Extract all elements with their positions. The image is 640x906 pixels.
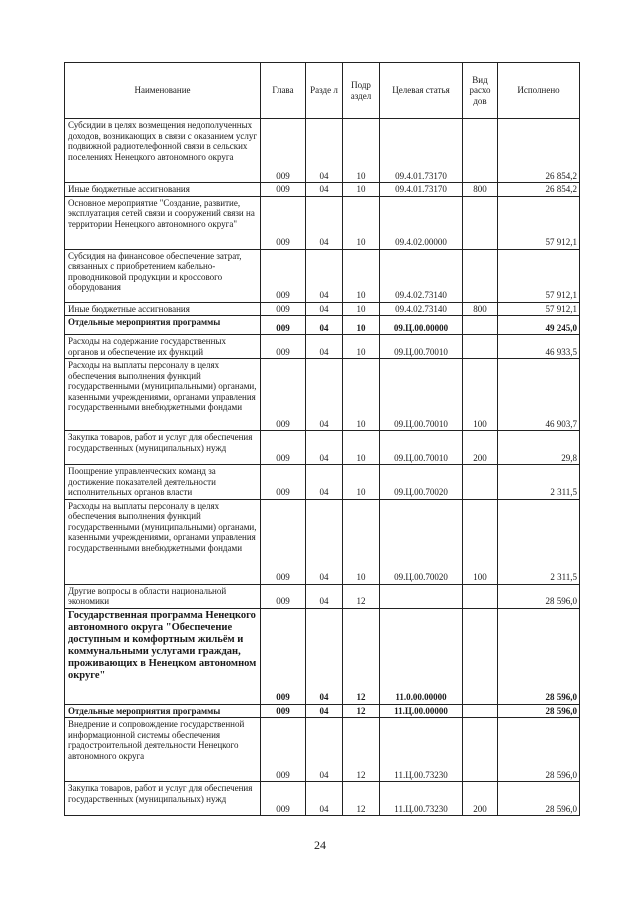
table-row: [65, 584, 580, 608]
row-podrazdel: 10: [343, 196, 380, 249]
row-razdel: 04: [306, 196, 343, 249]
row-razdel: 04: [306, 431, 343, 465]
row-vid: [463, 196, 498, 249]
row-vid: [463, 465, 498, 500]
row-statya: 09.Ц.00.70010: [380, 335, 463, 359]
row-vid: 100: [463, 499, 498, 584]
table-row: [65, 718, 580, 782]
row-name: Иные бюджетные ассигнования: [65, 302, 261, 316]
row-glava: 009: [261, 316, 306, 335]
row-name: Расходы на содержание государственных органов и обеспечение их функций: [65, 335, 261, 359]
row-statya: [380, 584, 463, 608]
table-row: [65, 704, 580, 718]
row-ispolneno: 57 912,1: [498, 302, 580, 316]
row-razdel: 04: [306, 718, 343, 782]
row-razdel: 04: [306, 119, 343, 183]
header-statya: Целевая статья: [380, 63, 463, 119]
row-vid: [463, 704, 498, 718]
row-podrazdel: 10: [343, 119, 380, 183]
row-glava: 009: [261, 608, 306, 704]
row-name: Поощрение управленческих команд за достижение показателей деятельности исполнительных органов власти: [65, 465, 261, 500]
table-body: [65, 119, 580, 816]
row-podrazdel: 12: [343, 782, 380, 816]
table-row: [65, 499, 580, 584]
row-razdel: 04: [306, 316, 343, 335]
row-name: Закупка товаров, работ и услуг для обеспечения государственных (муниципальных) нужд: [65, 431, 261, 465]
table-row: [65, 431, 580, 465]
row-ispolneno: 57 912,1: [498, 249, 580, 302]
row-razdel: 04: [306, 782, 343, 816]
row-ispolneno: 57 912,1: [498, 196, 580, 249]
row-statya: 11.Ц.00.00000: [380, 704, 463, 718]
row-razdel: 04: [306, 359, 343, 431]
row-ispolneno: 2 311,5: [498, 499, 580, 584]
row-razdel: 04: [306, 335, 343, 359]
row-razdel: 04: [306, 608, 343, 704]
row-name: Основное мероприятие "Создание, развитие, эксплуатация сетей связи и сооружений связи на территории Ненецкого автономного округа": [65, 196, 261, 249]
row-podrazdel: 12: [343, 608, 380, 704]
table-row: [65, 183, 580, 197]
row-razdel: 04: [306, 249, 343, 302]
row-podrazdel: 10: [343, 359, 380, 431]
table-row: [65, 196, 580, 249]
row-vid: 100: [463, 359, 498, 431]
row-podrazdel: 10: [343, 302, 380, 316]
row-name: Закупка товаров, работ и услуг для обеспечения государственных (муниципальных) нужд: [65, 782, 261, 816]
header-row: [65, 63, 580, 119]
table-row: [65, 359, 580, 431]
row-name: Субсидии в целях возмещения недополученных доходов, возникающих в связи с оказанием услуг подвижной радиотелефонной связи в сельских поселениях Ненецкого автономного округа: [65, 119, 261, 183]
header-razdel: Разде л: [306, 63, 343, 119]
row-ispolneno: 2 311,5: [498, 465, 580, 500]
table-row: [65, 302, 580, 316]
row-name: Другие вопросы в области национальной экономики: [65, 584, 261, 608]
row-razdel: 04: [306, 183, 343, 197]
row-vid: [463, 718, 498, 782]
row-vid: 800: [463, 183, 498, 197]
row-ispolneno: 46 933,5: [498, 335, 580, 359]
row-glava: 009: [261, 335, 306, 359]
row-podrazdel: 10: [343, 249, 380, 302]
row-razdel: 04: [306, 499, 343, 584]
table-row: [65, 249, 580, 302]
row-podrazdel: 10: [343, 316, 380, 335]
row-razdel: 04: [306, 584, 343, 608]
row-ispolneno: 29,8: [498, 431, 580, 465]
row-name: Субсидия на финансовое обеспечение затрат, связанных с приобретением кабельно-проводниковой продукции и кроссового оборудования: [65, 249, 261, 302]
row-statya: 09.Ц.00.70010: [380, 431, 463, 465]
row-statya: 09.4.01.73170: [380, 119, 463, 183]
row-statya: 11.0.00.00000: [380, 608, 463, 704]
row-glava: 009: [261, 499, 306, 584]
header-glava: Глава: [261, 63, 306, 119]
row-statya: 09.Ц.00.70020: [380, 465, 463, 500]
page-number: 24: [314, 838, 326, 852]
row-statya: 09.4.01.73170: [380, 183, 463, 197]
row-glava: 009: [261, 249, 306, 302]
budget-table: [64, 62, 580, 816]
row-vid: [463, 335, 498, 359]
header-vid: Вид расхо дов: [463, 63, 498, 119]
row-vid: [463, 249, 498, 302]
row-statya: 09.4.02.73140: [380, 249, 463, 302]
row-podrazdel: 10: [343, 465, 380, 500]
row-statya: 09.4.02.00000: [380, 196, 463, 249]
row-name: Расходы на выплаты персоналу в целях обеспечения выполнения функций государственными (муниципальными) органами, казенными учреждениями, органами управления государственными внебюджетными фондами: [65, 499, 261, 584]
row-name: Внедрение и сопровождение государственной информационной системы обеспечения градостроительной деятельности Ненецкого автономного округа: [65, 718, 261, 782]
row-ispolneno: 28 596,0: [498, 718, 580, 782]
row-glava: 009: [261, 465, 306, 500]
row-glava: 009: [261, 584, 306, 608]
row-statya: 09.Ц.00.70020: [380, 499, 463, 584]
document-page: [64, 62, 579, 816]
row-vid: [463, 584, 498, 608]
row-razdel: 04: [306, 704, 343, 718]
row-glava: 009: [261, 183, 306, 197]
row-name: Отдельные мероприятия программы: [65, 704, 261, 718]
row-ispolneno: 26 854,2: [498, 119, 580, 183]
row-podrazdel: 10: [343, 335, 380, 359]
table-row: [65, 782, 580, 816]
row-statya: 09.Ц.00.70010: [380, 359, 463, 431]
row-vid: 800: [463, 302, 498, 316]
row-statya: 09.4.02.73140: [380, 302, 463, 316]
row-razdel: 04: [306, 302, 343, 316]
row-podrazdel: 12: [343, 718, 380, 782]
header-ispolneno: Исполнено: [498, 63, 580, 119]
row-ispolneno: 46 903,7: [498, 359, 580, 431]
row-name: Иные бюджетные ассигнования: [65, 183, 261, 197]
row-name: Государственная программа Ненецкого автономного округа "Обеспечение доступным и комфортным жильём и коммунальными услугами граждан, проживающих в Ненецком автономном округе": [65, 608, 261, 704]
row-name: Отдельные мероприятия программы: [65, 316, 261, 335]
row-ispolneno: 26 854,2: [498, 183, 580, 197]
row-ispolneno: 28 596,0: [498, 584, 580, 608]
table-row: [65, 316, 580, 335]
header-podrazdel: Подр аздел: [343, 63, 380, 119]
row-ispolneno: 28 596,0: [498, 704, 580, 718]
table-row: [65, 335, 580, 359]
table-row: [65, 119, 580, 183]
row-podrazdel: 10: [343, 499, 380, 584]
header-name: Наименование: [65, 63, 261, 119]
row-statya: 11.Ц.00.73230: [380, 718, 463, 782]
row-ispolneno: 49 245,0: [498, 316, 580, 335]
row-name: Расходы на выплаты персоналу в целях обеспечения выполнения функций государственными (муниципальными) органами, казенными учреждениями, органами управления государственными внебюджетными фондами: [65, 359, 261, 431]
table-row: [65, 608, 580, 704]
row-vid: [463, 316, 498, 335]
row-vid: 200: [463, 782, 498, 816]
row-ispolneno: 28 596,0: [498, 782, 580, 816]
row-vid: [463, 119, 498, 183]
row-glava: 009: [261, 359, 306, 431]
row-razdel: 04: [306, 465, 343, 500]
row-glava: 009: [261, 782, 306, 816]
row-vid: 200: [463, 431, 498, 465]
row-vid: [463, 608, 498, 704]
row-glava: 009: [261, 196, 306, 249]
row-podrazdel: 12: [343, 584, 380, 608]
row-podrazdel: 10: [343, 183, 380, 197]
row-statya: 11.Ц.00.73230: [380, 782, 463, 816]
row-ispolneno: 28 596,0: [498, 608, 580, 704]
row-glava: 009: [261, 302, 306, 316]
table-row: [65, 465, 580, 500]
row-podrazdel: 10: [343, 431, 380, 465]
row-statya: 09.Ц.00.00000: [380, 316, 463, 335]
row-glava: 009: [261, 119, 306, 183]
row-podrazdel: 12: [343, 704, 380, 718]
row-glava: 009: [261, 431, 306, 465]
row-glava: 009: [261, 704, 306, 718]
row-glava: 009: [261, 718, 306, 782]
